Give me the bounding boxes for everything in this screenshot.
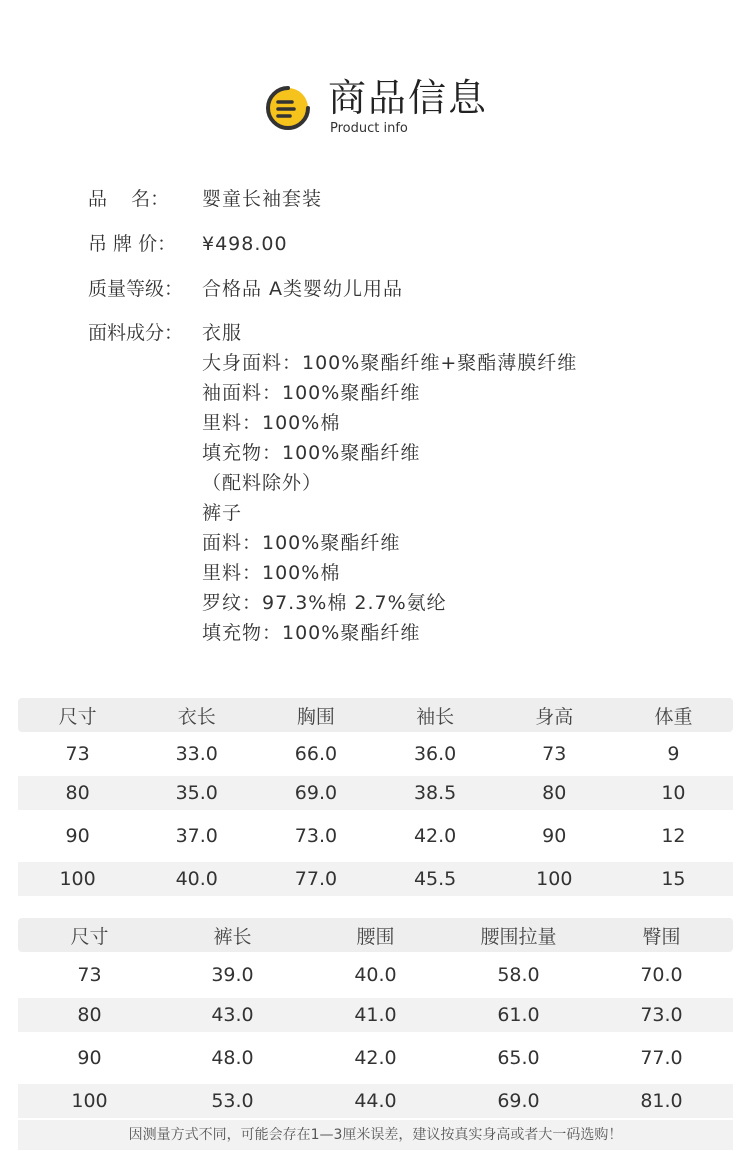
table-cell: 33.0: [175, 743, 218, 765]
table-cell: 73.0: [640, 1004, 683, 1026]
material-line: 面料：100%聚酯纤维: [202, 532, 401, 554]
info-label: 品 名：: [88, 188, 170, 210]
table-cell: 100: [71, 1090, 108, 1112]
table-header-row: [18, 918, 733, 952]
table-cell: 41.0: [354, 1004, 397, 1026]
info-row-price: [88, 229, 728, 259]
table-cell: 77.0: [640, 1047, 683, 1069]
table-header-cell: 衣长: [177, 705, 216, 728]
info-label: 质量等级：: [88, 278, 184, 300]
table-row: [18, 776, 733, 810]
table-cell: 12: [661, 825, 686, 847]
section-header: [0, 0, 750, 150]
table-row: [18, 952, 733, 998]
material-line: 袖面料：100%聚酯纤维: [202, 382, 421, 404]
material-line: 里料：100%棉: [202, 562, 341, 584]
info-value: ¥498.00: [202, 233, 288, 255]
table-cell: 53.0: [211, 1090, 254, 1112]
material-line: 里料：100%棉: [202, 412, 341, 434]
table-cell: 42.0: [413, 825, 457, 847]
table-cell: 44.0: [354, 1090, 397, 1112]
info-row-name: [88, 184, 728, 214]
measurement-note: 因测量方式不同，可能会存在1—3厘米误差，建议按真实身高或者大一码选购！: [18, 1120, 733, 1150]
table-cell: 69.0: [294, 782, 338, 804]
table-cell: 38.5: [413, 782, 457, 804]
table-cell: 9: [667, 743, 680, 765]
table-header-cell: 袖长: [416, 705, 455, 728]
table-cell: 15: [661, 868, 686, 890]
material-line: 填充物：100%聚酯纤维: [202, 622, 421, 644]
table-cell: 73.0: [294, 825, 338, 847]
material-line: 填充物：100%聚酯纤维: [202, 442, 421, 464]
table-cell: 73: [65, 743, 90, 765]
table-cell: 42.0: [354, 1047, 397, 1069]
material-line: 裤子: [202, 502, 243, 524]
material-lines: [202, 318, 728, 648]
table-cell: 58.0: [497, 964, 540, 986]
info-value: 合格品 A类婴幼儿用品: [202, 278, 404, 300]
table-header-cell: 尺寸: [70, 925, 109, 948]
table-cell: 10: [661, 782, 686, 804]
info-row-grade: [88, 274, 728, 304]
table-cell: 69.0: [497, 1090, 540, 1112]
table-cell: 73: [542, 743, 567, 765]
table-cell: 37.0: [175, 825, 218, 847]
list-icon: [264, 84, 312, 132]
table-header-cell: 腰围: [356, 925, 395, 948]
table-header-cell: 尺寸: [58, 705, 97, 728]
page-title: 商品信息: [328, 76, 489, 120]
table-cell: 80: [542, 782, 567, 804]
info-label: 吊 牌 价：: [88, 233, 177, 255]
material-line: （配料除外）: [202, 472, 323, 494]
info-row-material: [88, 318, 728, 648]
table-row: [18, 1032, 733, 1084]
table-row: [18, 1084, 733, 1118]
table-cell: 90: [542, 825, 567, 847]
table-cell: 43.0: [211, 1004, 254, 1026]
table-header-cell: 身高: [535, 705, 574, 728]
table-cell: 100: [59, 868, 96, 890]
table-header-cell: 腰围拉量: [480, 925, 557, 948]
table-header-cell: 体重: [654, 705, 693, 728]
table-header-cell: 裤长: [213, 925, 252, 948]
table-cell: 35.0: [175, 782, 218, 804]
table-cell: 90: [65, 825, 90, 847]
table-cell: 39.0: [211, 964, 254, 986]
table-header-cell: 臀围: [642, 925, 681, 948]
material-line: 大身面料：100%聚酯纤维+聚酯薄膜纤维: [202, 352, 578, 374]
bottom-size-table: [18, 918, 733, 1118]
top-size-table: [18, 698, 733, 896]
product-info: [88, 184, 728, 648]
info-value: 婴童长袖套装: [202, 188, 323, 210]
table-cell: 36.0: [413, 743, 457, 765]
table-cell: 66.0: [294, 743, 338, 765]
table-cell: 80: [65, 782, 90, 804]
table-cell: 45.5: [413, 868, 457, 890]
table-cell: 48.0: [211, 1047, 254, 1069]
material-line: 罗纹：97.3%棉 2.7%氨纶: [202, 592, 447, 614]
table-cell: 80: [77, 1004, 102, 1026]
table-cell: 100: [536, 868, 573, 890]
info-label: 面料成分：: [88, 322, 184, 344]
table-cell: 65.0: [497, 1047, 540, 1069]
table-cell: 90: [77, 1047, 102, 1069]
table-cell: 40.0: [175, 868, 218, 890]
material-line: 衣服: [202, 322, 243, 344]
table-cell: 77.0: [294, 868, 338, 890]
table-row: [18, 862, 733, 896]
table-cell: 70.0: [640, 964, 683, 986]
table-row: [18, 998, 733, 1032]
table-cell: 81.0: [640, 1090, 683, 1112]
table-header-cell: 胸围: [296, 705, 335, 728]
table-row: [18, 732, 733, 776]
table-cell: 61.0: [497, 1004, 540, 1026]
page-subtitle: Product info: [330, 121, 408, 136]
table-row: [18, 810, 733, 862]
table-header-row: [18, 698, 733, 732]
table-cell: 40.0: [354, 964, 397, 986]
table-cell: 73: [77, 964, 102, 986]
